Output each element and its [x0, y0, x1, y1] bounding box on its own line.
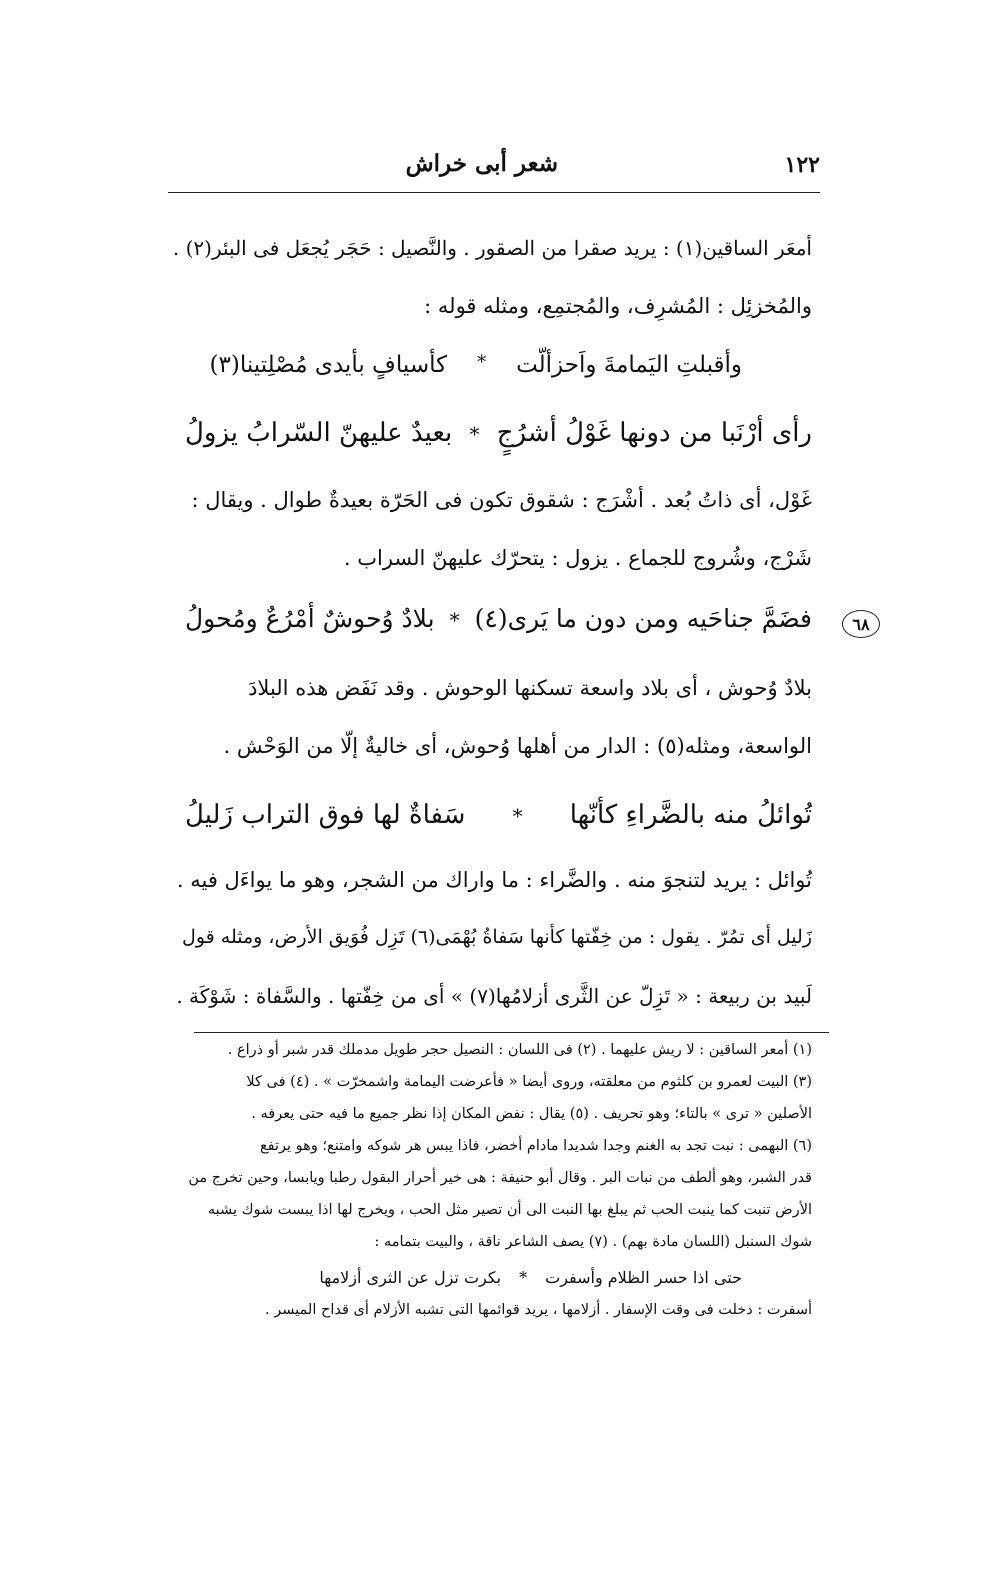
verse-hemistich-first: رأى أرْنَبا من دونها غَوْلُ أشرُجٍ	[496, 418, 812, 448]
verse-hemistich-first: حتى اذا حسر الظلام وأسفرت	[545, 1268, 742, 1287]
commentary-line: لَبيد بن ربيعة : « تَزِلّ عن الثَّرى أزلامُها(٧) » أى من خِفّتها . والسَّفاة : شَوْكَة .	[176, 984, 812, 1008]
commentary-line: أمعَر الساقين(١) : يريد صقرا من الصقور . والنَّصيل : حَجَر يُجعَل فى البئر(٢) .	[172, 236, 812, 260]
verse-separator: *	[512, 804, 523, 828]
footnote-line: أسفرت : دخلت فى وقت الإسفار . أزلامها ، يريد قوائمها التى تشبه الأزلام أى قداح الميسر .	[265, 1302, 812, 1318]
footnote-verse	[319, 1268, 742, 1287]
footnote-line: (٦) البهمى : نبت تجد به الغنم وجدا شديدا مادام أخضر، فاذا يبس هر شوكه وامتنع؛ وهو يرتفع	[259, 1138, 812, 1154]
commentary-line: الواسعة، ومثله(٥) : الدار من أهلها وُحوش، أى خاليةٌ إلّا من الوَحْش .	[223, 734, 812, 758]
commentary-line: غَوْل، أى ذاتُ بُعد . أشْرَج : شقوق تكون فى الحَرّة بعيدةٌ طوال . ويقال :	[191, 488, 812, 512]
footnote-line: شوك السنبل (اللسان مادة بهم) . (٧) يصف الشاعر ناقة ، والبيت بتمامه :	[374, 1234, 812, 1250]
verse-hemistich-second: كأسيافٍ بأيدى مُصْلِتينا(٣)	[209, 352, 448, 378]
commentary-line: زَليل أى تمُرّ . يقول : من خِفّتها كأنها سَفاةُ بُهْمَى(٦) تَزِل فُوَيق الأرض، ومثله قول	[182, 926, 812, 948]
page-header	[168, 150, 820, 186]
footnote-line: الأصلين « ترى » بالتاء؛ وهو تحريف . (٥) يقال : نفض المكان إذا نظر جميع ما فيه حتى يعرفه .	[251, 1106, 812, 1122]
verse-separator: *	[477, 352, 487, 373]
verse-hemistich-second: بلادٌ وُحوشٌ أمْرُعٌ ومُحولُ	[185, 604, 435, 633]
footnote-line: الأرض تنبت كما ينبت الحب ثم يبلغ بها النبت الى أن تصير مثل الحب ، ويخرج لها اذا يبست شوك يشبه	[207, 1202, 812, 1218]
quoted-verse	[210, 352, 743, 378]
footnote-line: قدر الشبر، وهو ألطف من نبات البر . وقال أبو حنيفة : هى خير أحرار البقول رطبا ويابسا، وحين تخرج من	[188, 1170, 812, 1186]
margin-poem-number: ٦٨	[842, 610, 880, 638]
verse-separator: *	[519, 1268, 528, 1287]
commentary-line: والمُخزئِل : المُشرِف، والمُجتمِع، ومثله قوله :	[424, 294, 812, 318]
running-title: شعر أبى خراش	[405, 150, 558, 177]
verse-separator: *	[469, 422, 480, 446]
footnote-rule	[194, 1032, 829, 1033]
poem-verse	[185, 418, 812, 448]
header-rule	[168, 192, 820, 193]
page-number: ١٢٢	[784, 152, 820, 178]
verse-hemistich-second: سَفاةٌ لها فوق التراب زَليلُ	[185, 800, 466, 830]
footnote-line: (٣) البيت لعمرو بن كلثوم من معلقته، وروى أيضا « فأعرضت اليمامة واشمخرّت » . (٤) فى كلا	[246, 1074, 812, 1090]
verse-hemistich-first: فضَمَّ جناحَيه ومن دون ما يَرى(٤)	[474, 604, 812, 633]
commentary-line: تُوائل : يريد لتنجوَ منه . والضَّراء : ما واراك من الشجر، وهو ما يواءَل فيه .	[176, 868, 812, 892]
commentary-line: بلادٌ وُحوش ، أى بلاد واسعة تسكنها الوحوش . وقد نَفَض هذه البلادَ	[248, 676, 812, 700]
verse-hemistich-second: بكرت تزل عن الثرى أزلامها	[319, 1268, 502, 1287]
commentary-line: شَرْج، وشُروج للجماع . يزول : يتحرّك عليهنّ السراب .	[343, 546, 812, 570]
verse-hemistich-second: بعيدٌ عليهنّ السّرابُ يزولُ	[185, 418, 453, 448]
verse-separator: *	[449, 608, 460, 632]
verse-hemistich-first: تُوائلُ منه بالضَّراءِ كأنّها	[569, 800, 812, 830]
footnote-line: (١) أمعر الساقين : لا ريش عليهما . (٢) فى اللسان : النصيل حجر طويل مدملك قدر شبر أو ذراع .	[227, 1042, 812, 1058]
poem-verse	[185, 604, 812, 633]
poem-verse	[185, 800, 812, 830]
verse-hemistich-first: وأقبلتِ اليَمامةَ واَحزألّت	[516, 352, 742, 378]
